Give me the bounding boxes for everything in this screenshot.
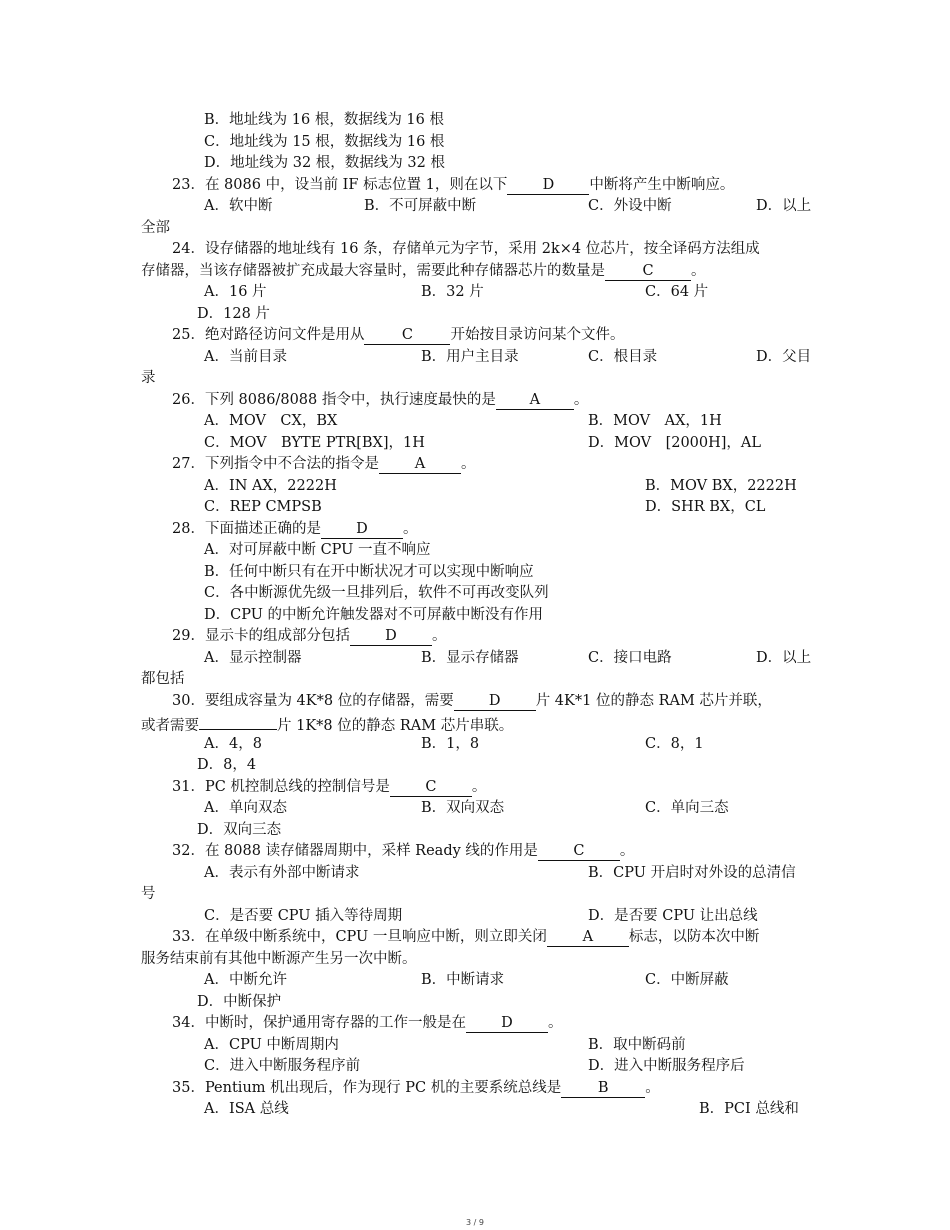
option-text: D．地址线为 32 根，数据线为 32 根 [204,155,445,171]
option-b: B．MOV AX，1H [588,413,722,429]
option-continuation [141,669,811,691]
question-text: 片 1K*8 位的静态 RAM 芯片串联。 [277,718,514,734]
options-row [141,992,811,1014]
answer-blank: C [605,263,691,281]
options-row [141,1099,811,1121]
options-row [141,820,811,842]
option-continuation [141,218,811,240]
question-35 [141,1078,811,1100]
question-text: 32．在 8088 读存储器周期中，采样 Ready 线的作用是 [172,843,538,859]
question-text: 服务结束前有其他中断源产生另一次中断。 [141,950,417,967]
option-c: C．接口电路 [588,649,672,666]
option-b: B．1，8 [421,735,480,752]
option-b: B．双向双态 [421,800,505,816]
answer-blank: D [507,177,589,195]
question-30 [141,691,811,713]
options-row [141,282,811,304]
question-text: 。 [619,843,635,859]
option-b: B．MOV BX，2222H [645,477,797,494]
options-row [141,1056,811,1078]
question-28 [141,519,811,541]
answer-blank: C [364,327,450,345]
options-row [141,863,811,885]
options-row [141,970,811,992]
question-27 [141,454,811,476]
option-a: A．CPU 中断周期内 [204,1036,339,1053]
question-text: 31．PC 机控制总线的控制信号是 [172,778,390,795]
question-text: 。 [573,391,589,408]
option-b: B．PCI 总线和 [699,1101,799,1117]
option-b: B．32 片 [421,284,484,300]
option-text: B．地址线为 16 根，数据线为 16 根 [204,112,444,128]
option-b: B．CPU 开启时对外设的总清信 [588,864,796,881]
question-text: 25．绝对路径访问文件是用从 [172,327,365,343]
answer-blank: D [321,521,403,539]
question-text: 。 [471,778,487,795]
option-b: B．不可屏蔽中断 [364,198,477,214]
question-32 [141,841,811,863]
question-29 [141,626,811,648]
option-line [141,110,811,132]
answer-blank: C [538,843,620,861]
options-row [141,433,811,455]
option-c: C．是否要 CPU 插入等待周期 [204,907,403,924]
question-text: 开始按目录访问某个文件。 [450,327,625,343]
answer-blank: A [496,392,574,410]
option-d: D．双向三态 [197,821,282,838]
option-c: C．64 片 [645,284,709,300]
answer-blank: B [561,1080,645,1098]
option-a: A．4，8 [204,735,262,752]
option-text: C．地址线为 15 根，数据线为 16 根 [204,133,445,150]
question-text: 中断将产生中断响应。 [589,176,735,193]
question-text: 。 [460,456,476,472]
question-31 [141,777,811,799]
options-row [141,1035,811,1057]
question-text: 27．下列指令中不合法的指令是 [172,456,379,472]
option-a [141,540,811,562]
option-d: D．128 片 [197,305,270,322]
option-d: D．以上 [756,649,812,666]
question-text: 标志，以防本次中断 [628,929,760,945]
question-text: 23．在 8086 中，设当前 IF 标志位置 1，则在以下 [172,176,508,193]
question-24 [141,239,811,261]
options-row [141,497,811,519]
option-d: D．MOV [2000H]，AL [588,434,762,451]
option-a: A．IN AX，2222H [204,477,337,494]
question-text: 26．下列 8086/8088 指令中，执行速度最快的是 [172,391,496,408]
option-text: D．CPU 的中断允许触发器对不可屏蔽中断没有作用 [204,606,544,623]
option-text: 全部 [141,219,170,236]
options-row [141,476,811,498]
option-text: B．任何中断只有在开中断状况才可以实现中断响应 [204,563,534,580]
option-b: B．中断请求 [421,972,505,988]
page-number: 3 / 9 [466,1218,484,1227]
question-30-cont [141,712,811,734]
question-34 [141,1013,811,1035]
option-d: D．是否要 CPU 让出总线 [588,907,758,924]
option-b [141,562,811,584]
question-text: 。 [645,1079,660,1096]
option-d [141,605,811,627]
question-text: 。 [691,262,706,279]
options-row [141,755,811,777]
question-text: 33．在单级中断系统中，CPU 一旦响应中断，则立即关闭 [172,929,547,945]
option-c: C．中断屏蔽 [645,972,729,988]
options-row [141,734,811,756]
answer-blank: D [350,628,432,646]
question-23 [141,175,811,197]
answer-blank: A [547,929,629,947]
option-c: C．根目录 [588,348,658,365]
options-row [141,411,811,433]
question-text: 。 [431,628,447,644]
option-continuation [141,368,811,390]
option-d: D．SHR BX，CL [645,499,766,515]
option-text: 都包括 [141,671,185,687]
option-text: 录 [141,370,156,386]
option-c [141,583,811,605]
option-d: D．以上 [756,198,812,214]
question-text: 30．要组成容量为 4K*8 位的存储器，需要 [172,692,454,709]
option-d: D．进入中断服务程序后 [588,1058,745,1074]
answer-blank: A [379,456,461,474]
option-b: B．用户主目录 [421,348,519,365]
option-b: B．显示存储器 [421,649,519,666]
option-a: A．当前目录 [204,348,287,365]
answer-blank: C [390,779,472,797]
option-c: C．MOV BYTE PTR[BX]，1H [204,434,425,451]
exam-content [141,110,811,1121]
option-c: C．8，1 [645,735,704,752]
option-a: A．软中断 [204,198,273,214]
options-row [141,347,811,369]
question-33 [141,927,811,949]
question-26 [141,390,811,412]
option-text: A．对可屏蔽中断 CPU 一直不响应 [204,542,431,558]
options-row [141,304,811,326]
option-d: D．8，4 [197,757,257,773]
question-text: 或者需要 [141,718,199,734]
option-a: A．显示控制器 [204,649,302,666]
question-25 [141,325,811,347]
option-d: D．父目 [756,348,812,365]
options-row [141,648,811,670]
option-line [141,132,811,154]
option-a: A．中断允许 [204,972,287,988]
question-text: 片 4K*1 位的静态 RAM 芯片并联， [535,692,772,709]
options-row [141,196,811,218]
option-a: A．单向双态 [204,800,287,816]
option-text: 号 [141,886,156,902]
options-row [141,798,811,820]
option-a: A．ISA 总线 [204,1101,289,1117]
question-24-cont [141,261,811,283]
question-text: 。 [402,520,418,537]
option-c: C．进入中断服务程序前 [204,1058,361,1074]
question-text: 34．中断时，保护通用寄存器的工作一般是在 [172,1015,466,1031]
question-text: 存储器，当该存储器被扩充成最大容量时，需要此种存储器芯片的数量是 [141,262,605,279]
option-a: A．16 片 [204,284,267,300]
answer-blank: D [454,693,536,711]
question-text: 29．显示卡的组成部分包括 [172,628,350,644]
option-continuation [141,884,811,906]
option-c: C．REP CMPSB [204,499,322,515]
question-text: 35．Pentium 机出现后，作为现行 PC 机的主要系统总线是 [172,1079,562,1096]
answer-blank: D [466,1015,548,1033]
question-text: 24．设存储器的地址线有 16 条，存储单元为字节，采用 2k×4 位芯片，按全译码方法组成 [172,241,760,257]
option-a: A．表示有外部中断请求 [204,864,360,881]
option-text: C．各中断源优先级一旦排列后，软件不可再改变队列 [204,585,549,601]
question-text: 。 [547,1015,563,1031]
options-row [141,906,811,928]
option-b: B．取中断码前 [588,1036,686,1053]
option-c: C．单向三态 [645,800,729,816]
question-text: 28．下面描述正确的是 [172,520,321,537]
question-33-cont [141,949,811,971]
option-c: C．外设中断 [588,198,672,214]
answer-blank-empty [199,712,277,730]
option-d: D．中断保护 [197,993,282,1010]
option-line [141,153,811,175]
option-a: A．MOV CX，BX [204,413,338,429]
